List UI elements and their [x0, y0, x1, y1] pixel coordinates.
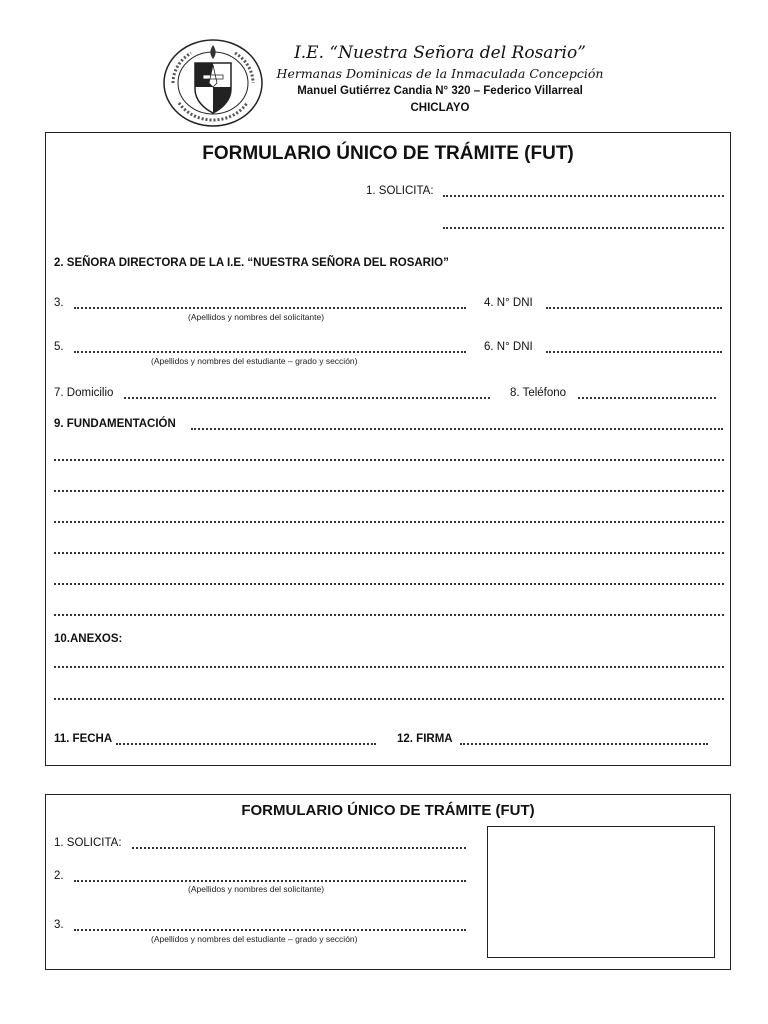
anexos-field-2[interactable] [54, 698, 724, 700]
stub-solicitante-hint: (Apellidos y nombres del solicitante) [188, 884, 325, 894]
fecha-label: 11. FECHA [54, 733, 113, 745]
form-title: FORMULARIO ÚNICO DE TRÁMITE (FUT) [202, 143, 574, 164]
telefono-label: 8. Teléfono [510, 387, 567, 399]
telefono-field[interactable] [578, 397, 716, 399]
dni-label-2: 6. N° DNI [484, 341, 533, 353]
stub-estudiante-field[interactable] [74, 929, 466, 931]
fundamentacion-field-4[interactable] [54, 521, 724, 523]
stub-estudiante-hint: (Apellidos y nombres del estudiante – grado y sección) [151, 934, 358, 944]
stub-solicita-label: 1. SOLICITA: [54, 837, 122, 849]
fut-form-stub [45, 794, 731, 970]
school-seal-logo [161, 37, 265, 129]
solicita-label: 1. SOLICITA: [366, 185, 434, 197]
fut-form-main [45, 132, 731, 766]
header-block [270, 42, 610, 117]
stub-solicita-field[interactable] [132, 847, 466, 849]
dni-field-1[interactable] [546, 307, 722, 309]
school-name: I.E. “Nuestra Señora del Rosario” [294, 43, 586, 63]
solicitante-hint: (Apellidos y nombres del solicitante) [188, 312, 325, 322]
school-city: CHICLAYO [410, 102, 470, 114]
stub-item3-label: 3. [54, 919, 64, 931]
fecha-field[interactable] [116, 743, 376, 745]
school-address: Manuel Gutiérrez Candia N° 320 – Federico Villarreal [297, 85, 583, 97]
stamp-box [487, 826, 715, 958]
firma-field[interactable] [460, 743, 708, 745]
fundamentacion-field-2[interactable] [54, 459, 724, 461]
anexos-field-1[interactable] [54, 666, 724, 668]
firma-label: 12. FIRMA [397, 733, 453, 745]
stub-item2-label: 2. [54, 870, 64, 882]
solicita-field[interactable] [443, 195, 724, 197]
estudiante-name-field[interactable] [74, 351, 466, 353]
fundamentacion-field-6[interactable] [54, 583, 724, 585]
stub-form-title: FORMULARIO ÚNICO DE TRÁMITE (FUT) [241, 802, 535, 819]
anexos-label: 10.ANEXOS: [54, 633, 123, 645]
congregation-name: Hermanas Dominicas de la Inmaculada Concepción [276, 66, 604, 81]
item3-label: 3. [54, 297, 64, 309]
solicita-field-line2[interactable] [443, 227, 724, 229]
domicilio-field[interactable] [124, 397, 490, 399]
estudiante-hint: (Apellidos y nombres del estudiante – grado y sección) [151, 356, 358, 366]
dni-field-2[interactable] [546, 351, 722, 353]
stub-solicitante-field[interactable] [74, 880, 466, 882]
fundamentacion-field-3[interactable] [54, 490, 724, 492]
fundamentacion-field-7[interactable] [54, 614, 724, 616]
dni-label-1: 4. N° DNI [484, 297, 533, 309]
fundamentacion-field-5[interactable] [54, 552, 724, 554]
directora-label: 2. SEÑORA DIRECTORA DE LA I.E. “NUESTRA SEÑORA DEL ROSARIO” [54, 257, 449, 269]
fundamentacion-field-1[interactable] [191, 428, 723, 430]
solicitante-name-field[interactable] [74, 307, 466, 309]
domicilio-label: 7. Domicilio [54, 387, 114, 399]
item5-label: 5. [54, 341, 64, 353]
fundamentacion-label: 9. FUNDAMENTACIÓN [54, 418, 176, 430]
